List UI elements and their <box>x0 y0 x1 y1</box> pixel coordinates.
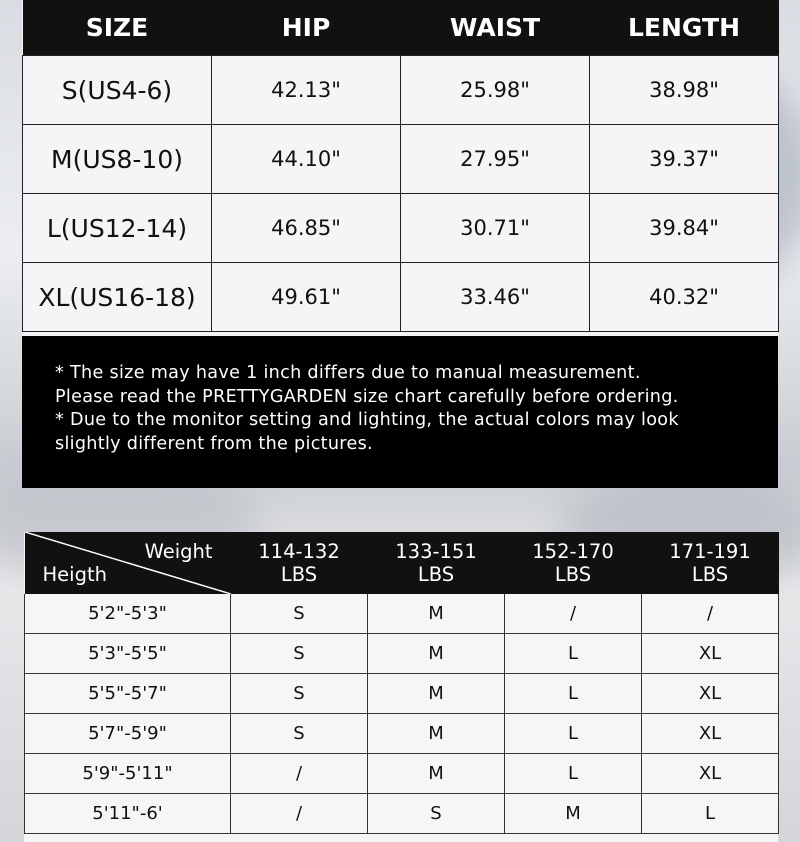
note-line: Please read the PRETTYGARDEN size chart carefully before ordering. <box>55 386 679 407</box>
size-cell: XL <box>642 634 779 674</box>
table-row <box>25 794 779 834</box>
size-cell: M <box>368 674 505 714</box>
header-waist: WAIST <box>401 0 590 56</box>
weight-header <box>231 532 368 594</box>
height-cell: 5'5"-5'7" <box>25 674 231 714</box>
table-header-row <box>25 532 779 594</box>
weight-range: 171-191 <box>669 540 751 563</box>
size-cell: M <box>505 794 642 834</box>
size-cell: L <box>505 634 642 674</box>
size-cell: / <box>231 794 368 834</box>
table-row <box>23 56 779 125</box>
height-cell: 5'11"-6' <box>25 794 231 834</box>
size-cell: XL(US16-18) <box>23 263 212 332</box>
size-cell: M <box>368 754 505 794</box>
height-weight-panel <box>24 532 778 842</box>
length-cell: 39.37" <box>590 125 779 194</box>
table-row <box>23 194 779 263</box>
waist-cell: 30.71" <box>401 194 590 263</box>
table-row <box>23 125 779 194</box>
size-cell: S <box>231 674 368 714</box>
weight-range: 152-170 <box>532 540 614 563</box>
size-cell: XL <box>642 754 779 794</box>
weight-unit: LBS <box>554 563 592 586</box>
table-row <box>23 263 779 332</box>
weight-range: 114-132 <box>258 540 340 563</box>
measurement-note <box>22 336 778 488</box>
length-cell: 40.32" <box>590 263 779 332</box>
height-cell: 5'2"-5'3" <box>25 594 231 634</box>
length-cell: 39.84" <box>590 194 779 263</box>
size-cell: S <box>231 594 368 634</box>
size-cell: / <box>505 594 642 634</box>
size-cell: M <box>368 594 505 634</box>
size-cell: M <box>368 634 505 674</box>
size-cell: XL <box>642 714 779 754</box>
note-line: slightly different from the pictures. <box>55 433 373 454</box>
weight-header <box>642 532 779 594</box>
hip-cell: 49.61" <box>212 263 401 332</box>
height-cell: 5'7"-5'9" <box>25 714 231 754</box>
size-cell: L <box>505 714 642 754</box>
weight-header <box>368 532 505 594</box>
length-cell: 38.98" <box>590 56 779 125</box>
size-cell: S <box>231 634 368 674</box>
height-label: Heigth <box>42 563 107 586</box>
weight-label: Weight <box>144 540 213 563</box>
weight-unit: LBS <box>691 563 729 586</box>
hip-cell: 46.85" <box>212 194 401 263</box>
height-weight-table <box>24 532 779 834</box>
table-row <box>25 714 779 754</box>
weight-header <box>505 532 642 594</box>
size-chart-panel <box>22 0 778 488</box>
note-line: * The size may have 1 inch differs due to manual measurement. <box>55 363 641 383</box>
height-cell: 5'3"-5'5" <box>25 634 231 674</box>
weight-range: 133-151 <box>395 540 477 563</box>
size-cell: S <box>368 794 505 834</box>
weight-unit: LBS <box>417 563 455 586</box>
size-cell: XL <box>642 674 779 714</box>
waist-cell: 25.98" <box>401 56 590 125</box>
waist-cell: 27.95" <box>401 125 590 194</box>
size-cell: S(US4-6) <box>23 56 212 125</box>
size-cell: M(US8-10) <box>23 125 212 194</box>
table-row <box>25 634 779 674</box>
hip-cell: 42.13" <box>212 56 401 125</box>
corner-header <box>25 532 231 594</box>
note-line: * Due to the monitor setting and lighting, the actual colors may look <box>55 410 679 430</box>
hip-cell: 44.10" <box>212 125 401 194</box>
table-header-row <box>23 0 779 56</box>
header-hip: HIP <box>212 0 401 56</box>
table-row <box>25 674 779 714</box>
size-cell: L <box>505 754 642 794</box>
size-cell: L <box>505 674 642 714</box>
table-row <box>25 594 779 634</box>
size-measurement-table <box>22 0 779 332</box>
size-cell: S <box>231 714 368 754</box>
waist-cell: 33.46" <box>401 263 590 332</box>
weight-unit: LBS <box>280 563 318 586</box>
size-cell: L(US12-14) <box>23 194 212 263</box>
header-size: SIZE <box>23 0 212 56</box>
size-cell: / <box>642 594 779 634</box>
height-cell: 5'9"-5'11" <box>25 754 231 794</box>
table-row <box>25 754 779 794</box>
size-cell: / <box>231 754 368 794</box>
size-cell: L <box>642 794 779 834</box>
header-length: LENGTH <box>590 0 779 56</box>
size-cell: M <box>368 714 505 754</box>
